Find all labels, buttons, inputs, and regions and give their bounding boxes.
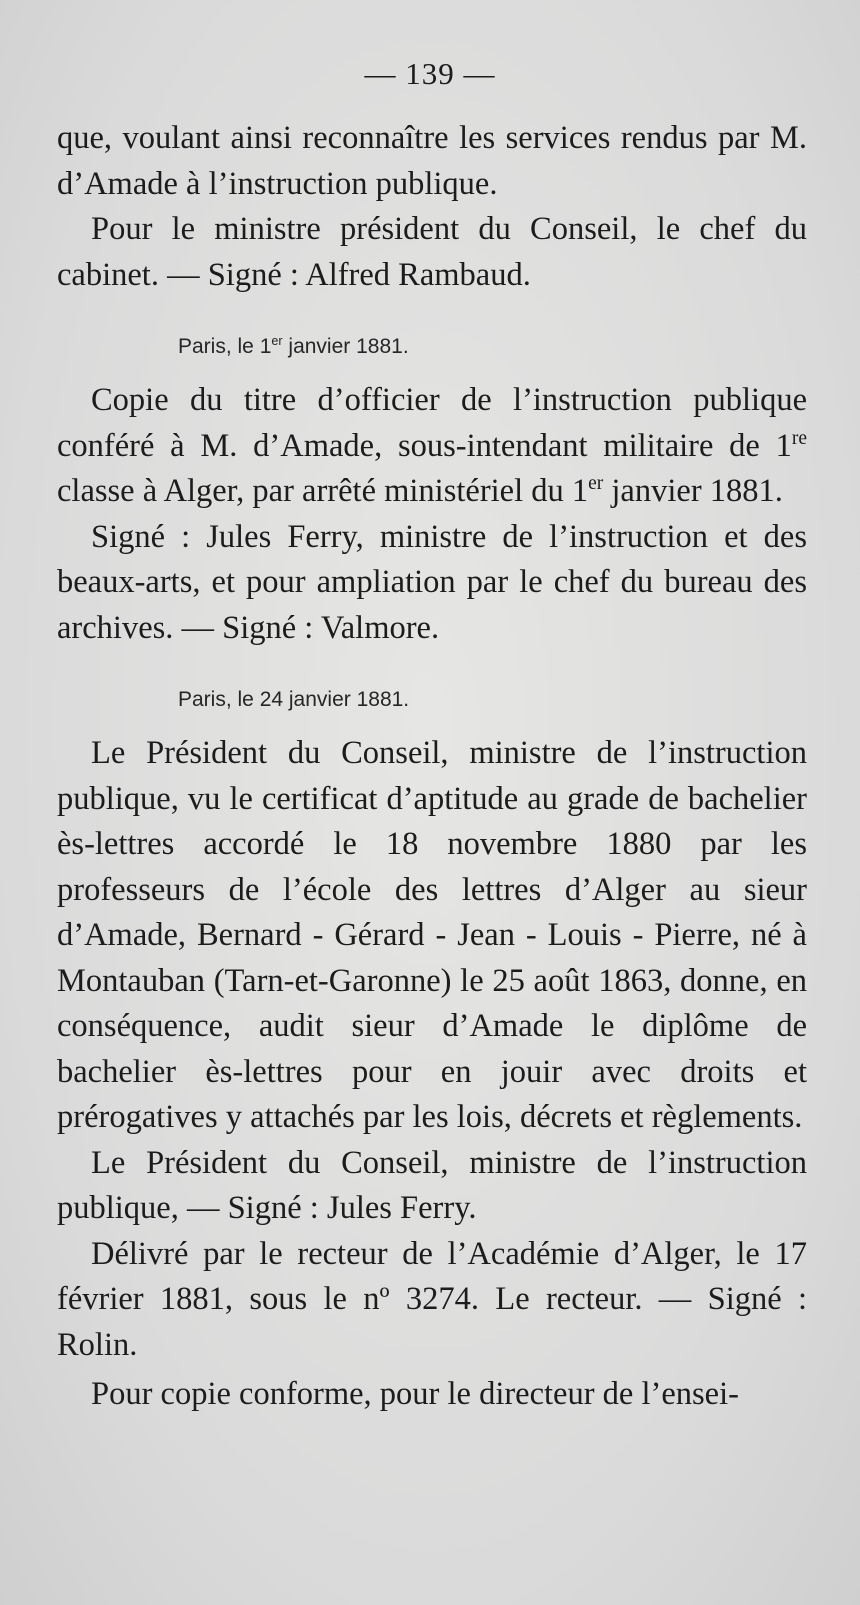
- paragraph-diploma: Le Président du Conseil, ministre de l’instruction publique, vu le certificat d’aptitude au grade de bachelier ès-lettres accordé le 18 novembre 1880 par les professeurs de l’école des lettres d’Alger au sieur d’Amade, Bernard - Gérard - Jean - Louis - Pierre, né à Montauban (Tarn-et-Garonne) le 25 août 1863, donne, en conséquence, audit sieur d’Amade le diplôme de bachelier ès-lettres pour en jouir avec droits et prérogatives y attachés par les lois, décrets et règlements.: [57, 735, 807, 1135]
- officer-title-sup2: er: [588, 473, 604, 495]
- officer-title-part3: janvier 1881.: [603, 473, 783, 509]
- dateline-first-suffix: janvier 1881.: [282, 335, 409, 358]
- paragraph-president-signature: Le Président du Conseil, ministre de l’instruction publique, — Signé : Jules Ferry.: [57, 1144, 807, 1226]
- paragraph-delivered: Délivré par le recteur de l’Académie d’Alger, le 17 février 1881, sous le nº 3274. Le recteur. — Signé : Rolin.: [57, 1235, 807, 1363]
- paragraph-signature-rambaud: Pour le ministre président du Conseil, le chef du cabinet. — Signé : Alfred Rambaud.: [57, 211, 807, 293]
- dateline-first-prefix: Paris, le 1: [178, 335, 272, 358]
- paragraph-certified-copy: Pour copie conforme, pour le directeur de l’ensei-: [91, 1376, 739, 1412]
- paragraph-officer-title: [57, 378, 807, 515]
- paragraph-continuation: que, voulant ainsi reconnaître les services rendus par M. d’Amade à l’instruction publique.: [57, 120, 807, 202]
- page-body: [57, 116, 807, 1418]
- dateline-second: Paris, le 24 janvier 1881.: [178, 688, 410, 711]
- paragraph-signature-ferry-valmore: Signé : Jules Ferry, ministre de l’instruction et des beaux-arts, et pour ampliation par le chef du bureau des archives. — Signé : Valmore.: [57, 518, 807, 646]
- officer-title-sup1: re: [791, 427, 807, 449]
- officer-title-part1: Copie du titre d’officier de l’instruction publique conféré à M. d’Amade, sous-intendant militaire de 1: [57, 382, 807, 464]
- officer-title-part2: classe à Alger, par arrêté ministériel du 1: [57, 473, 589, 509]
- dateline-first-sup: er: [271, 334, 283, 348]
- dateline-first: [178, 332, 807, 362]
- page-number: — 139 —: [364, 56, 496, 91]
